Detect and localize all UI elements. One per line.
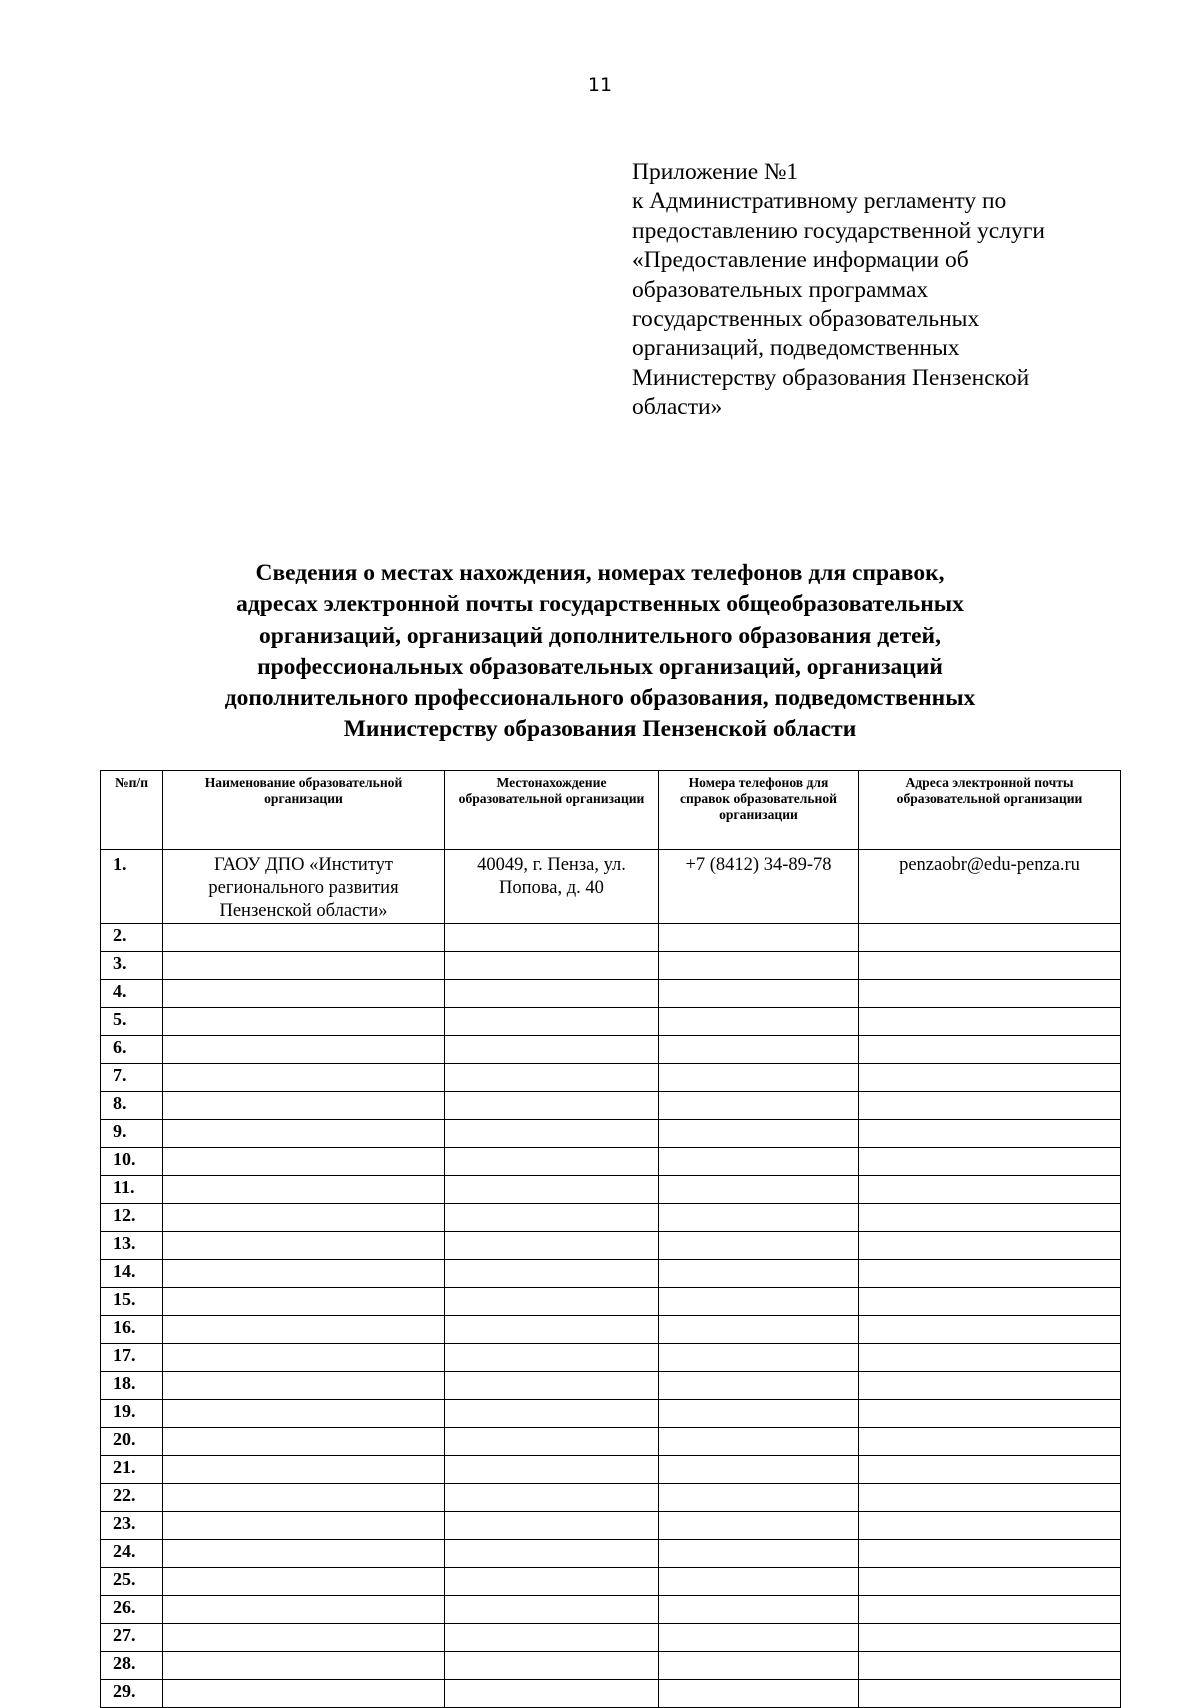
organization-name-cell [163, 1456, 445, 1484]
phone-cell [659, 1624, 859, 1652]
phone-cell [659, 1456, 859, 1484]
row-number: 11. [101, 1176, 163, 1204]
phone-cell [659, 1204, 859, 1232]
table-row [101, 1316, 1121, 1344]
phone-cell [659, 1176, 859, 1204]
row-number: 21. [101, 1456, 163, 1484]
phone-cell [659, 1372, 859, 1400]
appendix-line: к Административному регламенту по [632, 188, 1007, 215]
row-number: 10. [101, 1148, 163, 1176]
email-cell [859, 1204, 1121, 1232]
table-row [101, 1008, 1121, 1036]
location-cell [445, 1652, 659, 1680]
table-row [101, 1512, 1121, 1540]
table-row [101, 1568, 1121, 1596]
row-number: 16. [101, 1316, 163, 1344]
row-number: 4. [101, 980, 163, 1008]
phone-cell [659, 1064, 859, 1092]
table-row [101, 1036, 1121, 1064]
table-row [101, 1372, 1121, 1400]
organizations-table [100, 770, 1121, 1708]
heading-line: Сведения о местах нахождения, номерах телефонов для справок, [255, 560, 945, 586]
appendix-line: области» [632, 394, 723, 421]
location-cell [445, 924, 659, 952]
table-row [101, 924, 1121, 952]
organization-name-cell [163, 1400, 445, 1428]
location-cell [445, 1596, 659, 1624]
table-header-row [101, 771, 1121, 850]
location-cell [445, 1344, 659, 1372]
phone-cell [659, 952, 859, 980]
phone-cell [659, 1568, 859, 1596]
phone-cell [659, 1344, 859, 1372]
row-number: 6. [101, 1036, 163, 1064]
table-row [101, 1260, 1121, 1288]
email-cell [859, 1512, 1121, 1540]
appendix-line: образовательных программах [632, 276, 929, 303]
table-row [101, 1540, 1121, 1568]
email-cell [859, 1680, 1121, 1708]
appendix-line: Приложение №1 [632, 159, 799, 185]
location-cell [445, 1232, 659, 1260]
heading-line: адресах электронной почты государственных общеобразовательных [236, 591, 964, 618]
row-number: 20. [101, 1428, 163, 1456]
location-cell [445, 1260, 659, 1288]
row-number: 9. [101, 1120, 163, 1148]
row-number: 22. [101, 1484, 163, 1512]
table-row [101, 1456, 1121, 1484]
organization-name-cell [163, 1372, 445, 1400]
email-cell [859, 1344, 1121, 1372]
organization-name-cell [163, 1512, 445, 1540]
location-cell [445, 1008, 659, 1036]
heading-line: Министерству образования Пензенской области [343, 716, 857, 743]
phone-cell [659, 1680, 859, 1708]
table-row [101, 1680, 1121, 1708]
row-number: 8. [101, 1092, 163, 1120]
column-header-phone: Номера телефонов для справок образовательной организации [659, 771, 859, 850]
location-cell [445, 1148, 659, 1176]
location-cell [445, 1316, 659, 1344]
phone-cell [659, 1288, 859, 1316]
phone-cell [659, 1008, 859, 1036]
appendix-reference [632, 158, 1132, 423]
email-cell: penzaobr@edu-penza.ru [859, 850, 1121, 924]
table-row [101, 850, 1121, 924]
column-header-email: Адреса электронной почты образовательной организации [859, 771, 1121, 850]
location-cell [445, 1204, 659, 1232]
location-cell [445, 1288, 659, 1316]
organization-name-cell [163, 1148, 445, 1176]
phone-cell [659, 1148, 859, 1176]
row-number: 14. [101, 1260, 163, 1288]
location-cell [445, 1372, 659, 1400]
row-number: 26. [101, 1596, 163, 1624]
appendix-line: предоставлению государственной услуги [632, 217, 1045, 244]
appendix-line: государственных образовательных [632, 306, 980, 333]
row-number: 2. [101, 924, 163, 952]
phone-cell [659, 1260, 859, 1288]
phone-cell: +7 (8412) 34-89-78 [659, 850, 859, 924]
email-cell [859, 1372, 1121, 1400]
table-row [101, 980, 1121, 1008]
table-row [101, 1596, 1121, 1624]
location-cell [445, 1512, 659, 1540]
location-cell [445, 1176, 659, 1204]
email-cell [859, 1540, 1121, 1568]
location-cell [445, 1428, 659, 1456]
row-number: 18. [101, 1372, 163, 1400]
organization-name-cell [163, 1092, 445, 1120]
location-cell [445, 952, 659, 980]
location-cell [445, 1400, 659, 1428]
email-cell [859, 1288, 1121, 1316]
row-number: 27. [101, 1624, 163, 1652]
phone-cell [659, 1036, 859, 1064]
organization-name-cell [163, 980, 445, 1008]
row-number: 25. [101, 1568, 163, 1596]
appendix-line: «Предоставление информации об [632, 247, 969, 274]
organization-name-cell [163, 952, 445, 980]
table-row [101, 1148, 1121, 1176]
table-row [101, 1232, 1121, 1260]
location-cell [445, 1680, 659, 1708]
organization-name-cell [163, 1232, 445, 1260]
email-cell [859, 1120, 1121, 1148]
table-row [101, 1428, 1121, 1456]
email-cell [859, 1456, 1121, 1484]
organization-name-cell [163, 1176, 445, 1204]
email-cell [859, 1596, 1121, 1624]
phone-cell [659, 1400, 859, 1428]
row-number: 13. [101, 1232, 163, 1260]
table-row [101, 1176, 1121, 1204]
location-cell [445, 1540, 659, 1568]
phone-cell [659, 1512, 859, 1540]
row-number: 19. [101, 1400, 163, 1428]
email-cell [859, 1036, 1121, 1064]
email-cell [859, 924, 1121, 952]
location-cell [445, 1036, 659, 1064]
table-row [101, 1652, 1121, 1680]
row-number: 3. [101, 952, 163, 980]
location-cell [445, 1568, 659, 1596]
table-row [101, 1400, 1121, 1428]
phone-cell [659, 1316, 859, 1344]
table-row [101, 1204, 1121, 1232]
phone-cell [659, 1428, 859, 1456]
email-cell [859, 1008, 1121, 1036]
organization-name-cell [163, 1624, 445, 1652]
appendix-line: Министерству образования Пензенской [632, 364, 1030, 391]
email-cell [859, 980, 1121, 1008]
phone-cell [659, 1540, 859, 1568]
email-cell [859, 1568, 1121, 1596]
row-number: 23. [101, 1512, 163, 1540]
row-number: 28. [101, 1652, 163, 1680]
table-row [101, 1624, 1121, 1652]
location-cell [445, 1456, 659, 1484]
table-row [101, 1120, 1121, 1148]
organization-name-cell [163, 1596, 445, 1624]
organization-name-cell [163, 1652, 445, 1680]
row-number: 29. [101, 1680, 163, 1708]
phone-cell [659, 980, 859, 1008]
table-row [101, 1484, 1121, 1512]
location-cell: 40049, г. Пенза, ул. Попова, д. 40 [445, 850, 659, 924]
organization-name-cell [163, 1036, 445, 1064]
location-cell [445, 1120, 659, 1148]
email-cell [859, 1316, 1121, 1344]
organization-name-cell [163, 1008, 445, 1036]
organization-name-cell [163, 1316, 445, 1344]
heading-line: дополнительного профессионального образования, подведомственных [224, 685, 976, 712]
phone-cell [659, 1120, 859, 1148]
phone-cell [659, 1092, 859, 1120]
appendix-line: организаций, подведомственных [632, 335, 960, 362]
heading-line: организаций, организаций дополнительного образования детей, [259, 622, 941, 649]
phone-cell [659, 924, 859, 952]
email-cell [859, 1232, 1121, 1260]
email-cell [859, 1428, 1121, 1456]
organization-name-cell: ГАОУ ДПО «Институт регионального развития Пензенской области» [163, 850, 445, 924]
email-cell [859, 1624, 1121, 1652]
email-cell [859, 1176, 1121, 1204]
email-cell [859, 1148, 1121, 1176]
email-cell [859, 1064, 1121, 1092]
organization-name-cell [163, 1484, 445, 1512]
location-cell [445, 980, 659, 1008]
phone-cell [659, 1596, 859, 1624]
organization-name-cell [163, 1568, 445, 1596]
organization-name-cell [163, 1344, 445, 1372]
table-row [101, 1344, 1121, 1372]
row-number: 15. [101, 1288, 163, 1316]
table-row [101, 952, 1121, 980]
document-heading [0, 558, 1200, 746]
phone-cell [659, 1484, 859, 1512]
email-cell [859, 1484, 1121, 1512]
row-number: 5. [101, 1008, 163, 1036]
organization-name-cell [163, 1540, 445, 1568]
table-row [101, 1288, 1121, 1316]
table-body [101, 850, 1121, 1708]
row-number: 1. [101, 850, 163, 924]
row-number: 7. [101, 1064, 163, 1092]
email-cell [859, 1092, 1121, 1120]
heading-line: профессиональных образовательных организаций, организаций [257, 653, 943, 680]
organization-name-cell [163, 1428, 445, 1456]
page-number: 11 [587, 74, 613, 96]
location-cell [445, 1624, 659, 1652]
organization-name-cell [163, 1260, 445, 1288]
email-cell [859, 1400, 1121, 1428]
location-cell [445, 1484, 659, 1512]
location-cell [445, 1064, 659, 1092]
row-number: 12. [101, 1204, 163, 1232]
table-row [101, 1092, 1121, 1120]
organization-name-cell [163, 1204, 445, 1232]
organization-name-cell [163, 924, 445, 952]
table-row [101, 1064, 1121, 1092]
column-header-number: №п/п [101, 771, 163, 850]
row-number: 24. [101, 1540, 163, 1568]
organization-name-cell [163, 1680, 445, 1708]
location-cell [445, 1092, 659, 1120]
organization-name-cell [163, 1288, 445, 1316]
email-cell [859, 1652, 1121, 1680]
column-header-name: Наименование образовательной организации [163, 771, 445, 850]
organization-name-cell [163, 1120, 445, 1148]
email-cell [859, 952, 1121, 980]
row-number: 17. [101, 1344, 163, 1372]
column-header-location: Местонахождение образовательной организации [445, 771, 659, 850]
organization-name-cell [163, 1064, 445, 1092]
email-cell [859, 1260, 1121, 1288]
phone-cell [659, 1232, 859, 1260]
phone-cell [659, 1652, 859, 1680]
